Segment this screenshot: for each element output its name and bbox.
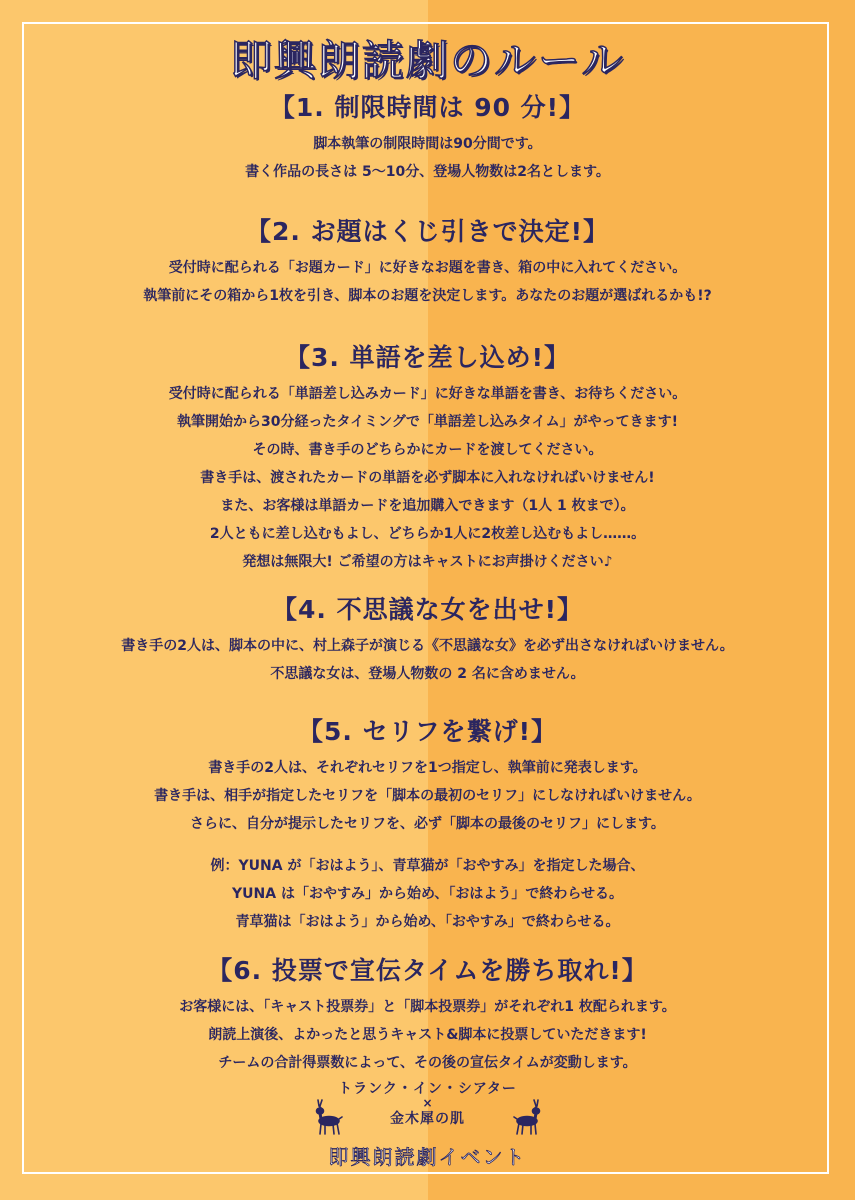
rule-line: 執筆前にその箱から1枚を引き、脚本のお題を決定します。あなたのお題が選ばれるかも!? bbox=[143, 288, 712, 304]
rule-heading: 【4. 不思議な女を出せ!】 bbox=[272, 595, 583, 624]
event-name: 即興朗読劇イベント bbox=[328, 1145, 527, 1169]
example-line: 例：YUNA が「おはよう」、青草猫が「おやすみ」を指定した場合、 bbox=[210, 858, 645, 874]
rule-section-5 bbox=[0, 716, 855, 936]
rule-heading: 【1. 制限時間は 90 分!】 bbox=[269, 93, 586, 122]
rule-line: 脚本執筆の制限時間は90分間です。 bbox=[313, 136, 542, 152]
deer-icon bbox=[308, 1098, 344, 1136]
rule-heading: 【5. セリフを繋げ!】 bbox=[298, 717, 557, 746]
rule-section-4 bbox=[0, 594, 855, 688]
rule-heading: 【2. お題はくじ引きで決定!】 bbox=[246, 217, 609, 246]
footer bbox=[0, 1080, 855, 1170]
rule-line: 書き手の2人は、それぞれセリフを1つ指定し、執筆前に発表します。 bbox=[208, 760, 647, 776]
rule-heading: 【3. 単語を差し込め!】 bbox=[285, 343, 570, 372]
rule-section-6 bbox=[0, 955, 855, 1077]
deer-icon bbox=[512, 1098, 548, 1136]
page-title: 即興朗読劇のルール bbox=[229, 36, 626, 85]
example-line: 青草猫は「おはよう」から始め、「おやすみ」で終わらせる。 bbox=[235, 914, 620, 930]
rule-line: お客様には、「キャスト投票券」と「脚本投票券」がそれぞれ1 枚配られます。 bbox=[179, 999, 676, 1015]
rule-line: 2人ともに差し込むもよし、どちらか1人に2枚差し込むもよし……。 bbox=[209, 526, 646, 542]
rule-line: 執筆開始から30分経ったタイミングで「単語差し込みタイム」がやってきます! bbox=[176, 414, 679, 430]
rule-line: さらに、自分が提示したセリフを、必ず「脚本の最後のセリフ」にします。 bbox=[190, 816, 665, 832]
rule-line: 受付時に配られる「単語差し込みカード」に好きな単語を書き、お待ちください。 bbox=[168, 386, 687, 402]
rule-line: また、お客様は単語カードを追加購入できます（1人 1 枚まで）。 bbox=[220, 498, 635, 514]
rule-line: 書き手の2人は、脚本の中に、村上森子が演じる《不思議な女》を必ず出さなければいけません。 bbox=[121, 638, 734, 654]
cafe-name: 金木犀の肌 bbox=[390, 1111, 465, 1127]
rule-line: チームの合計得票数によって、その後の宣伝タイムが変動します。 bbox=[218, 1055, 637, 1071]
rule-line: 書く作品の長さは 5〜10分、登場人物数は2名とします。 bbox=[245, 164, 610, 180]
rule-line: 受付時に配られる「お題カード」に好きなお題を書き、箱の中に入れてください。 bbox=[168, 260, 687, 276]
rule-section-3 bbox=[0, 342, 855, 576]
rule-line: 書き手は、相手が指定したセリフを「脚本の最初のセリフ」にしなければいけません。 bbox=[154, 788, 701, 804]
collab-cross: × bbox=[422, 1096, 433, 1110]
example-line: YUNA は「おやすみ」から始め、「おはよう」で終わらせる。 bbox=[232, 886, 623, 902]
rule-line: 不思議な女は、登場人物数の 2 名に含めません。 bbox=[270, 666, 585, 682]
rule-line: 朗読上演後、よかったと思うキャスト&脚本に投票していただきます! bbox=[208, 1027, 647, 1043]
rule-line: 書き手は、渡されたカードの単語を必ず脚本に入れなければいけません! bbox=[200, 470, 655, 486]
rule-line: その時、書き手のどちらかにカードを渡してください。 bbox=[252, 442, 603, 458]
event-logo bbox=[278, 1080, 578, 1142]
rule-line: 発想は無限大! ご希望の方はキャストにお声掛けください♪ bbox=[242, 554, 613, 570]
rule-heading: 【6. 投票で宣伝タイムを勝ち取れ!】 bbox=[207, 956, 648, 985]
troupe-name: トランク・イン・シアター bbox=[338, 1081, 517, 1097]
rule-section-1 bbox=[0, 92, 855, 186]
rule-section-2 bbox=[0, 216, 855, 310]
